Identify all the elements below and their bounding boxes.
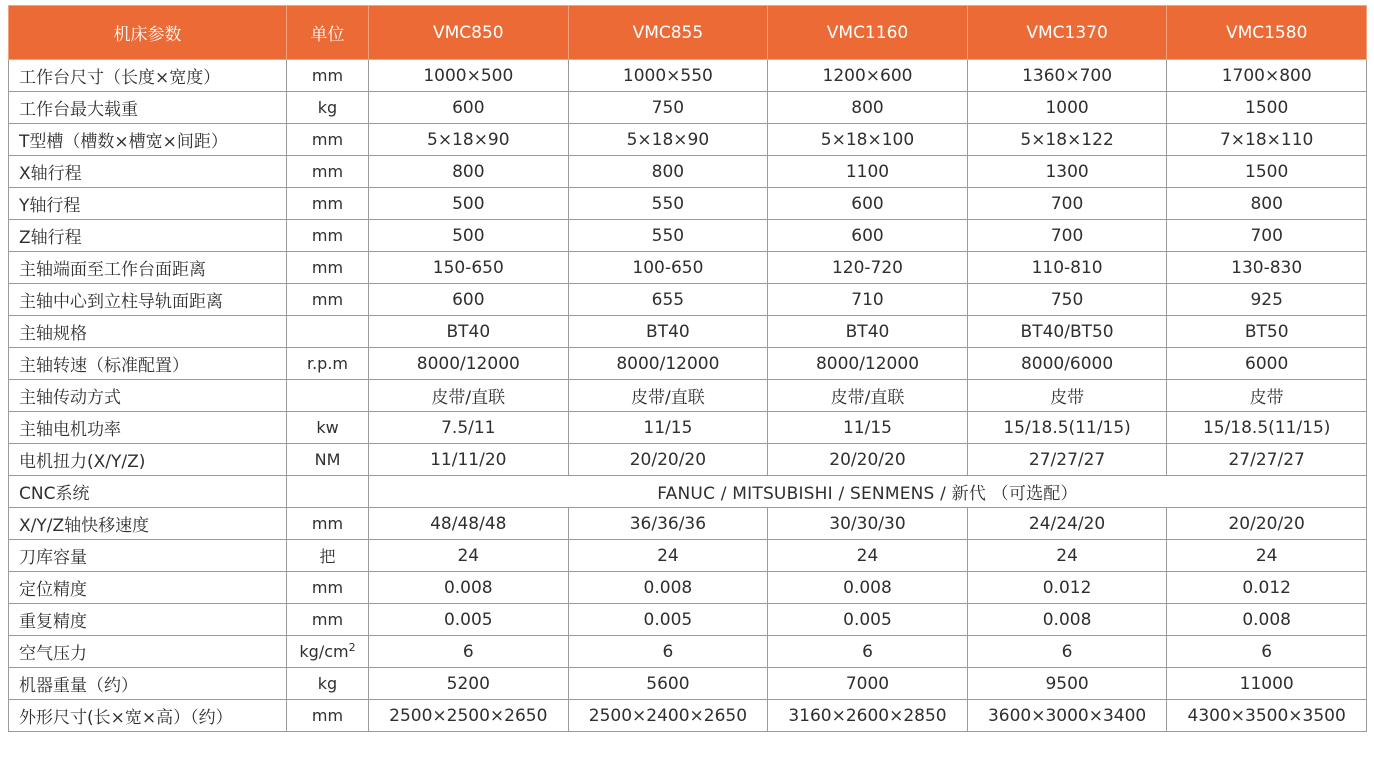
param-cell: 主轴转速（标准配置） <box>9 348 287 380</box>
value-cell: 6 <box>1167 636 1367 668</box>
value-cell: 800 <box>568 156 768 188</box>
unit-cell: 把 <box>287 540 369 572</box>
value-cell: 0.012 <box>967 572 1167 604</box>
value-cell: 1500 <box>1167 156 1367 188</box>
unit-cell: kg <box>287 92 369 124</box>
value-cell: 550 <box>568 188 768 220</box>
value-cell: BT40 <box>568 316 768 348</box>
value-cell: 600 <box>768 220 968 252</box>
value-cell: 800 <box>768 92 968 124</box>
value-cell: 0.008 <box>369 572 569 604</box>
value-cell: 1500 <box>1167 92 1367 124</box>
param-cell: 重复精度 <box>9 604 287 636</box>
value-cell: 1100 <box>768 156 968 188</box>
value-cell: 3160×2600×2850 <box>768 700 968 732</box>
param-cell: 主轴端面至工作台面距离 <box>9 252 287 284</box>
param-cell: Z轴行程 <box>9 220 287 252</box>
value-cell: 750 <box>568 92 768 124</box>
value-cell: 7000 <box>768 668 968 700</box>
table-row <box>9 252 1367 284</box>
table-row <box>9 412 1367 444</box>
value-cell: 0.005 <box>768 604 968 636</box>
value-cell: 550 <box>568 220 768 252</box>
value-cell: 0.008 <box>568 572 768 604</box>
value-cell: 15/18.5(11/15) <box>1167 412 1367 444</box>
value-cell: 8000/12000 <box>369 348 569 380</box>
value-cell: 2500×2400×2650 <box>568 700 768 732</box>
value-cell: 710 <box>768 284 968 316</box>
unit-cell <box>287 380 369 412</box>
param-cell: 刀库容量 <box>9 540 287 572</box>
value-cell: 24/24/20 <box>967 508 1167 540</box>
value-cell: 1300 <box>967 156 1167 188</box>
value-cell: 700 <box>967 188 1167 220</box>
value-cell: 30/30/30 <box>768 508 968 540</box>
value-cell: 5×18×90 <box>369 124 569 156</box>
value-cell: 27/27/27 <box>1167 444 1367 476</box>
param-cell: 电机扭力(X/Y/Z) <box>9 444 287 476</box>
table-row <box>9 572 1367 604</box>
value-cell: 700 <box>1167 220 1367 252</box>
value-cell: 5×18×122 <box>967 124 1167 156</box>
value-cell: 5×18×90 <box>568 124 768 156</box>
unit-cell: mm <box>287 252 369 284</box>
header-unit: 单位 <box>287 6 369 60</box>
value-cell: 1200×600 <box>768 60 968 92</box>
value-cell: 800 <box>369 156 569 188</box>
value-cell: 6000 <box>1167 348 1367 380</box>
value-cell: BT40/BT50 <box>967 316 1167 348</box>
unit-cell: mm <box>287 604 369 636</box>
value-cell: 6 <box>768 636 968 668</box>
value-cell: 655 <box>568 284 768 316</box>
table-row <box>9 348 1367 380</box>
value-cell: 15/18.5(11/15) <box>967 412 1167 444</box>
param-cell: 主轴中心到立柱导轨面距离 <box>9 284 287 316</box>
value-cell: 130-830 <box>1167 252 1367 284</box>
value-cell: 100-650 <box>568 252 768 284</box>
unit-cell: mm <box>287 284 369 316</box>
value-cell: 3600×3000×3400 <box>967 700 1167 732</box>
table-row <box>9 700 1367 732</box>
param-cell: X/Y/Z轴快移速度 <box>9 508 287 540</box>
unit-cell: r.p.m <box>287 348 369 380</box>
table-row <box>9 316 1367 348</box>
table-row <box>9 380 1367 412</box>
value-cell: 7×18×110 <box>1167 124 1367 156</box>
value-cell: 皮带 <box>967 380 1167 412</box>
param-cell: X轴行程 <box>9 156 287 188</box>
param-cell: 工作台尺寸（长度×宽度） <box>9 60 287 92</box>
header-param: 机床参数 <box>9 6 287 60</box>
value-cell: 20/20/20 <box>1167 508 1367 540</box>
param-cell: 机器重量（约） <box>9 668 287 700</box>
unit-cell <box>287 476 369 508</box>
param-cell: 主轴传动方式 <box>9 380 287 412</box>
value-cell: 皮带/直联 <box>568 380 768 412</box>
value-cell: 5200 <box>369 668 569 700</box>
value-cell: 6 <box>369 636 569 668</box>
unit-superscript: 2 <box>348 641 356 654</box>
table-row <box>9 124 1367 156</box>
value-cell: 7.5/11 <box>369 412 569 444</box>
value-cell: 1000×500 <box>369 60 569 92</box>
value-cell: 0.008 <box>768 572 968 604</box>
value-cell-span: FANUC / MITSUBISHI / SENMENS / 新代 （可选配） <box>369 476 1367 508</box>
header-model-3: VMC1160 <box>768 6 968 60</box>
unit-cell: mm <box>287 700 369 732</box>
value-cell: 11000 <box>1167 668 1367 700</box>
value-cell: 0.008 <box>1167 604 1367 636</box>
table-row <box>9 188 1367 220</box>
value-cell: 8000/12000 <box>568 348 768 380</box>
table-row <box>9 156 1367 188</box>
value-cell: 1000×550 <box>568 60 768 92</box>
unit-cell <box>287 316 369 348</box>
unit-cell: mm <box>287 188 369 220</box>
value-cell: 8000/12000 <box>768 348 968 380</box>
value-cell: 24 <box>1167 540 1367 572</box>
value-cell: 500 <box>369 220 569 252</box>
table-row <box>9 444 1367 476</box>
value-cell: 24 <box>967 540 1167 572</box>
value-cell: 6 <box>967 636 1167 668</box>
value-cell: 0.005 <box>568 604 768 636</box>
unit-cell: mm <box>287 124 369 156</box>
table-row <box>9 220 1367 252</box>
table-header <box>9 6 1367 60</box>
unit-cell <box>287 636 369 668</box>
value-cell: 27/27/27 <box>967 444 1167 476</box>
param-cell: 空气压力 <box>9 636 287 668</box>
value-cell: BT50 <box>1167 316 1367 348</box>
value-cell: 8000/6000 <box>967 348 1167 380</box>
value-cell: 600 <box>369 92 569 124</box>
value-cell: 1700×800 <box>1167 60 1367 92</box>
value-cell: 1360×700 <box>967 60 1167 92</box>
value-cell: 5600 <box>568 668 768 700</box>
value-cell: 750 <box>967 284 1167 316</box>
param-cell: 主轴电机功率 <box>9 412 287 444</box>
value-cell: 48/48/48 <box>369 508 569 540</box>
unit-cell: mm <box>287 156 369 188</box>
value-cell: 110-810 <box>967 252 1167 284</box>
value-cell: 11/11/20 <box>369 444 569 476</box>
value-cell: 6 <box>568 636 768 668</box>
value-cell: 24 <box>568 540 768 572</box>
value-cell: 36/36/36 <box>568 508 768 540</box>
header-model-2: VMC855 <box>568 6 768 60</box>
value-cell: 120-720 <box>768 252 968 284</box>
param-cell: CNC系统 <box>9 476 287 508</box>
spec-table <box>8 5 1367 732</box>
table-row <box>9 508 1367 540</box>
header-model-4: VMC1370 <box>967 6 1167 60</box>
value-cell: BT40 <box>768 316 968 348</box>
unit-cell: kg <box>287 668 369 700</box>
value-cell: 500 <box>369 188 569 220</box>
value-cell: 9500 <box>967 668 1167 700</box>
param-cell: 定位精度 <box>9 572 287 604</box>
header-model-5: VMC1580 <box>1167 6 1367 60</box>
header-model-1: VMC850 <box>369 6 569 60</box>
value-cell: 11/15 <box>568 412 768 444</box>
table-body <box>9 60 1367 732</box>
unit-cell: kw <box>287 412 369 444</box>
table-row <box>9 540 1367 572</box>
value-cell: 皮带/直联 <box>369 380 569 412</box>
value-cell: 皮带/直联 <box>768 380 968 412</box>
table-row <box>9 284 1367 316</box>
unit-cell: mm <box>287 508 369 540</box>
value-cell: 925 <box>1167 284 1367 316</box>
value-cell: 800 <box>1167 188 1367 220</box>
value-cell: 皮带 <box>1167 380 1367 412</box>
value-cell: 600 <box>369 284 569 316</box>
value-cell: 1000 <box>967 92 1167 124</box>
param-cell: 工作台最大载重 <box>9 92 287 124</box>
unit-cell: NM <box>287 444 369 476</box>
value-cell: 0.012 <box>1167 572 1367 604</box>
table-row <box>9 60 1367 92</box>
value-cell: 0.008 <box>967 604 1167 636</box>
unit-base: kg/cm <box>299 642 349 661</box>
value-cell: 24 <box>768 540 968 572</box>
table-row <box>9 604 1367 636</box>
value-cell: 2500×2500×2650 <box>369 700 569 732</box>
value-cell: 600 <box>768 188 968 220</box>
table-row <box>9 476 1367 508</box>
value-cell: 20/20/20 <box>768 444 968 476</box>
unit-cell: mm <box>287 220 369 252</box>
value-cell: 4300×3500×3500 <box>1167 700 1367 732</box>
unit-cell: mm <box>287 572 369 604</box>
value-cell: 5×18×100 <box>768 124 968 156</box>
value-cell: 700 <box>967 220 1167 252</box>
value-cell: 24 <box>369 540 569 572</box>
param-cell: 外形尺寸(长×宽×高）（约） <box>9 700 287 732</box>
param-cell: 主轴规格 <box>9 316 287 348</box>
value-cell: 20/20/20 <box>568 444 768 476</box>
param-cell: T型槽（槽数×槽宽×间距） <box>9 124 287 156</box>
table-row <box>9 636 1367 668</box>
value-cell: 11/15 <box>768 412 968 444</box>
value-cell: 0.005 <box>369 604 569 636</box>
header-row <box>9 6 1367 60</box>
param-cell: Y轴行程 <box>9 188 287 220</box>
table-row <box>9 668 1367 700</box>
unit-cell: mm <box>287 60 369 92</box>
value-cell: 150-650 <box>369 252 569 284</box>
value-cell: BT40 <box>369 316 569 348</box>
table-row <box>9 92 1367 124</box>
